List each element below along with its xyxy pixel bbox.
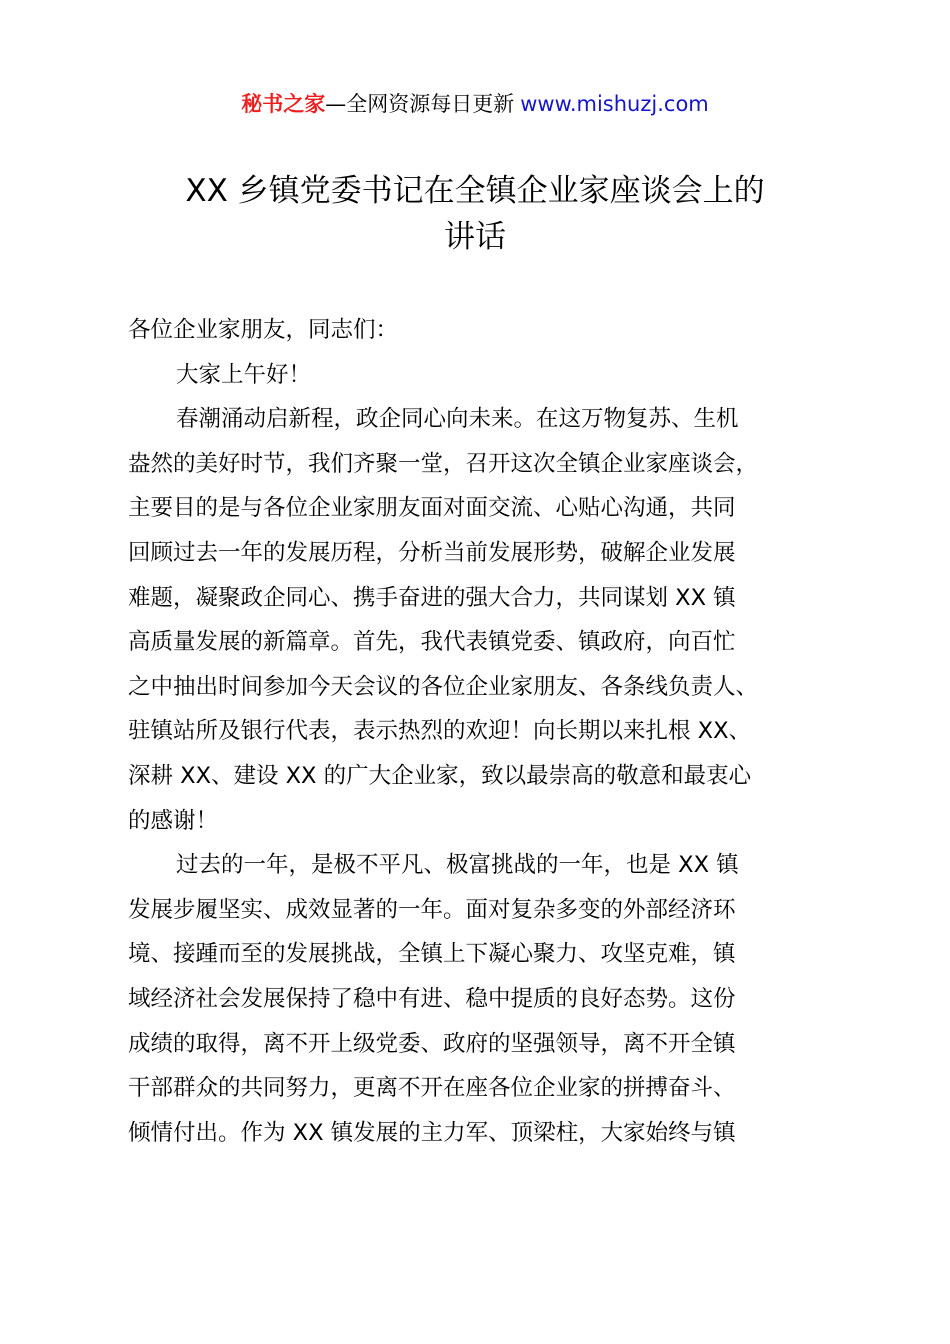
text-line: 高质量发展的新篇章。首先，我代表镇党委、镇政府，向百忙 xyxy=(128,629,736,656)
text-line: 盎然的美好时节，我们齐聚一堂，召开这次全镇企业家座谈会， xyxy=(128,450,759,477)
site-url-link[interactable]: www.mishuzj.com xyxy=(520,92,709,116)
text-line: 倾情付出。作为 XX 镇发展的主力军、顶梁柱，大家始终与镇 xyxy=(128,1119,736,1146)
text-line: 难题，凝聚政企同心、携手奋进的强大合力，共同谋划 XX 镇 xyxy=(128,584,736,611)
text-line: 大家上午好！ xyxy=(176,361,312,388)
text-line: 驻镇站所及银行代表，表示热烈的欢迎！向长期以来扎根 XX、 xyxy=(128,718,751,745)
text-line: 回顾过去一年的发展历程，分析当前发展形势，破解企业发展 xyxy=(128,539,736,566)
text-line: 发展步履坚实、成效显著的一年。面对复杂多变的外部经济环 xyxy=(128,896,736,923)
text-line: 成绩的取得，离不开上级党委、政府的坚强领导，离不开全镇 xyxy=(128,1030,736,1057)
text-line: 干部群众的共同努力，更离不开在座各位企业家的拼搏奋斗、 xyxy=(128,1075,736,1102)
text-line: 的感谢！ xyxy=(128,807,219,834)
text-line: 春潮涌动启新程，政企同心向未来。在这万物复苏、生机 xyxy=(176,406,739,433)
title-line: 讲话 xyxy=(444,219,506,255)
text-line: 各位企业家朋友，同志们： xyxy=(128,317,399,343)
header-tagline: —全网资源每日更新 xyxy=(325,92,515,116)
title-line: XX 乡镇党委书记在全镇企业家座谈会上的 xyxy=(185,173,765,209)
document-body xyxy=(128,308,838,1155)
text-line: 境、接踵而至的发展挑战，全镇上下凝心聚力、攻坚克难，镇 xyxy=(128,941,736,968)
text-line: 域经济社会发展保持了稳中有进、稳中提质的良好态势。这份 xyxy=(128,985,736,1012)
document-title xyxy=(0,168,950,260)
site-header xyxy=(0,88,950,120)
text-line: 深耕 XX、建设 XX 的广大企业家，致以最崇高的敬意和最衷心 xyxy=(128,762,752,789)
brand-name: 秘书之家 xyxy=(241,92,326,116)
text-line: 之中抽出时间参加今天会议的各位企业家朋友、各条线负责人、 xyxy=(128,673,759,700)
text-line: 主要目的是与各位企业家朋友面对面交流、心贴心沟通，共同 xyxy=(128,495,736,522)
text-line: 过去的一年，是极不平凡、极富挑战的一年，也是 XX 镇 xyxy=(176,852,739,879)
